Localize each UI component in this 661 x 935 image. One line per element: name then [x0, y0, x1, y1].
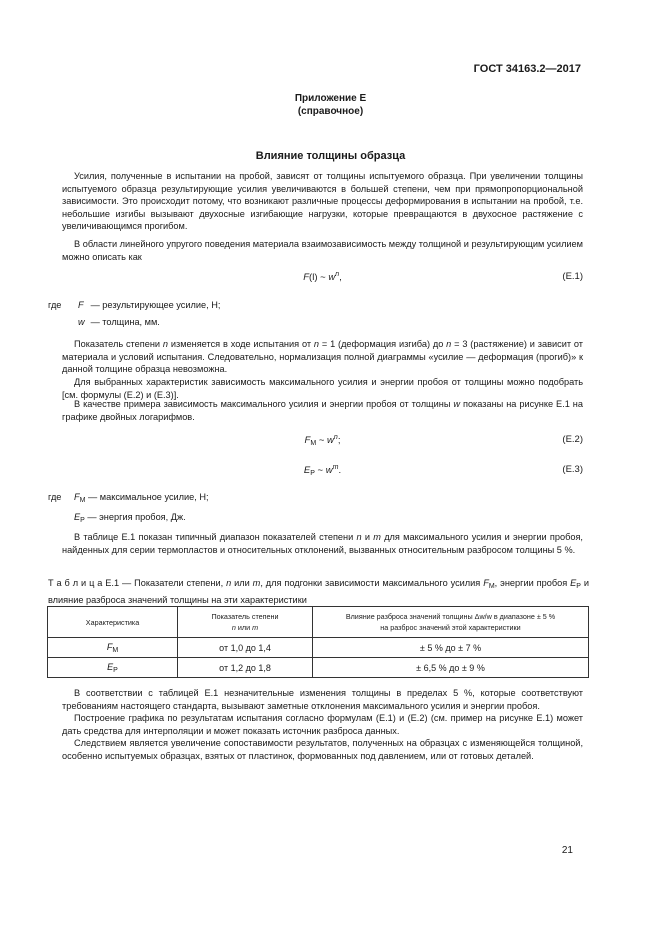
- where-item: w — толщина, мм.: [78, 317, 160, 327]
- where-item: где $F_M$ — максимальное усилие, Н;: [48, 492, 209, 504]
- cell-characteristic: $F_M$: [48, 638, 178, 658]
- exponents-table: [47, 606, 589, 678]
- annex-title: Приложение Е: [294, 93, 367, 104]
- cell-influence: ± 5 % до ± 7 %: [313, 638, 589, 658]
- formula-e1: [62, 271, 583, 285]
- where-list-1: [48, 299, 220, 328]
- where-item: $E_P$ — энергия пробоя, Дж.: [74, 512, 186, 524]
- where-item: где F — результирующее усилие, Н;: [48, 300, 221, 310]
- standard-designation: ГОСТ 34163.2—2017: [473, 63, 581, 75]
- paragraph-1: Усилия, полученные в испытании на пробой, зависят от толщины испытуемого образца. При увеличении толщины испытуемого образца результирующие усилия увеличиваются в большей степени, чем при прямопропорциональной зависимости. Это происходит потому, что возникают различные процессы деформирования в испытании на пробой, т.е. небольшие изгибы вызывают двухосные изгибающие нагрузки, которые превращаются в двухосное растяжение с увеличивающимся прогибом.: [62, 171, 583, 232]
- formula-e2-expression: $F_M$ ~ $w^n$;: [304, 434, 341, 447]
- paragraph-7: В соответствии с таблицей Е.1 незначительные изменения толщины в пределах 5 %, которые соответствуют требованиям настоящего стандарта, вызывают заметные отклонения максимального усилия и энергии пробоя.: [62, 688, 583, 711]
- annex-subtitle: (справочное): [297, 106, 364, 117]
- header-characteristic: Характеристика: [48, 607, 178, 638]
- formula-e1-expression: F(l) ~ $w^n$,: [303, 271, 342, 283]
- formula-e3-expression: $E_P$ ~ $w^m$.: [303, 464, 342, 477]
- annex-heading: [0, 92, 661, 118]
- where-list-2: [48, 491, 209, 527]
- header-influence: Влияние разброса значений толщины Δw/w в диапазоне ± 5 % на разброс значений этой характеристики: [313, 607, 589, 638]
- formula-e3-number: (Е.3): [562, 464, 583, 475]
- paragraph-5: В качестве примера зависимость максимального усилия и энергии пробоя от толщины w показаны на рисунке Е.1 на графике двойных логарифмов.: [62, 399, 583, 422]
- table-header-row: [48, 607, 589, 638]
- section-title: Влияние толщины образца: [255, 150, 406, 162]
- table-row: [48, 658, 589, 678]
- cell-characteristic: $E_P$: [48, 658, 178, 678]
- formula-e3: [62, 464, 583, 478]
- page-number: 21: [561, 845, 573, 856]
- paragraph-9: Следствием является увеличение сопоставимости результатов, полученных на образцах с изменяющейся толщиной, особенно испытуемых образцах, взятых от пластинок, формованных под давлением, или от готовых деталей.: [62, 738, 583, 761]
- paragraph-8: Построение графика по результатам испытания согласно формулам (Е.1) и (Е.2) (см. пример на рисунке Е.1) может дать средства для интерполяции и может показать источник разброса данных.: [62, 713, 583, 736]
- formula-e1-number: (Е.1): [562, 271, 583, 282]
- cell-exponent: от 1,0 до 1,4: [178, 638, 313, 658]
- table-caption: Т а б л и ц а Е.1 — Показатели степени, n или m, для подгонки зависимости максимального усилия $F_M$, энергии пробоя $E_P$ и влияние разброса значений толщины на эти характеристики: [48, 578, 589, 605]
- cell-influence: ± 6,5 % до ± 9 %: [313, 658, 589, 678]
- header-exponent: Показатель степени n или m: [178, 607, 313, 638]
- paragraph-4: Для выбранных характеристик зависимость максимального усилия и энергии пробоя от толщины можно подобрать [см. формулы (Е.2) и (Е.3)].: [62, 377, 583, 400]
- cell-exponent: от 1,2 до 1,8: [178, 658, 313, 678]
- paragraph-3: Показатель степени n изменяется в ходе испытания от n = 1 (деформация изгиба) до n = 3 (растяжение) и зависит от материала и условий испытания. Следовательно, нормализация полной диаграммы «усилие — деформация (прогиб)» к данной толщине образца невозможна.: [62, 339, 583, 375]
- paragraph-2: В области линейного упругого поведения материала взаимозависимость между толщиной и результирующим усилием можно описать как: [62, 239, 583, 262]
- formula-e2-number: (Е.2): [562, 434, 583, 445]
- formula-e2: [62, 434, 583, 448]
- paragraph-6: В таблице Е.1 показан типичный диапазон показателей степени n и m для максимального усилия и энергии пробоя, найденных для серии термопластов и относительных отклонений, вызванных относительным разбросом толщины 5 %.: [62, 532, 583, 555]
- table-row: [48, 638, 589, 658]
